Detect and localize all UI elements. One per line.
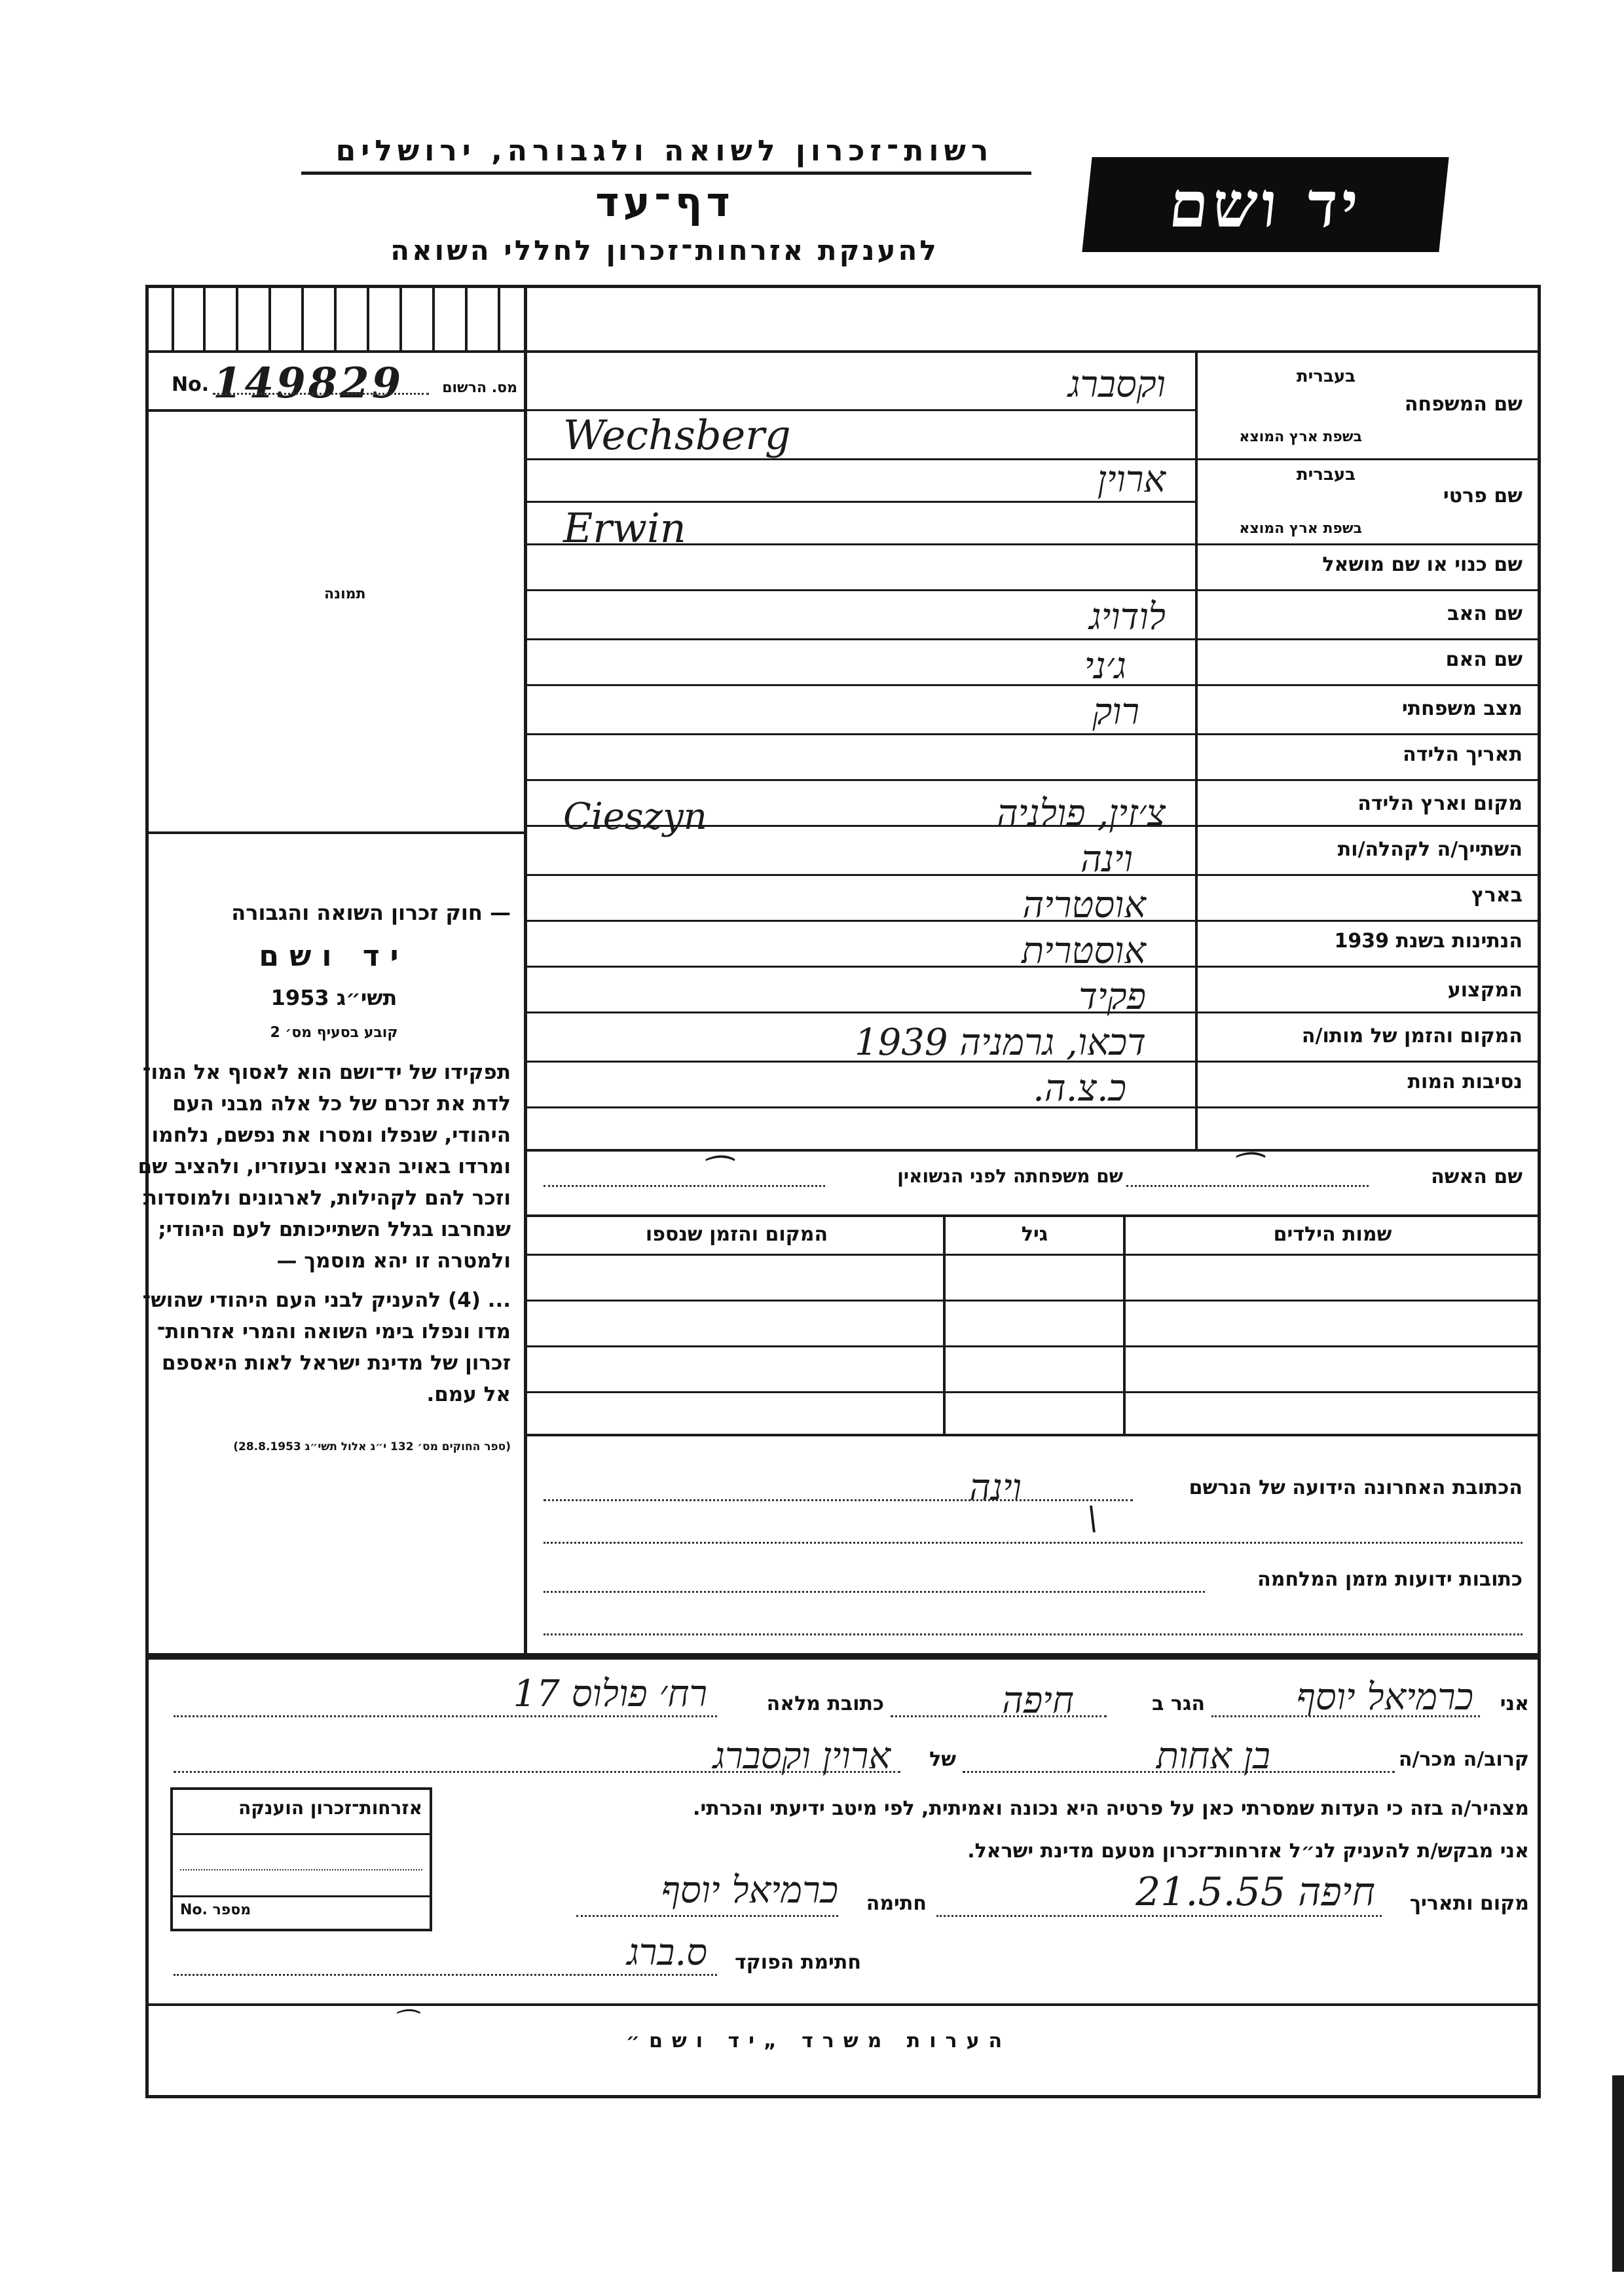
maiden-dash: ⁀ <box>701 1156 728 1194</box>
of-label: של <box>929 1748 956 1771</box>
community-label: השתייך/ה לקהלה/ות <box>1337 838 1522 861</box>
place-date-value[interactable]: חיפה 21.5.55 <box>1135 1869 1375 1915</box>
mother-value[interactable]: ג׳ני <box>1084 645 1126 687</box>
resides-label: הגר ב <box>1152 1692 1205 1715</box>
relation-label: קרוב/ה מכר/ה <box>1398 1748 1529 1771</box>
signature-dots <box>576 1915 838 1917</box>
grid-line <box>203 286 206 352</box>
spouse-label: שם האשה <box>1431 1165 1522 1188</box>
row-line <box>1195 920 1539 922</box>
marital-label: מצב משפחתי <box>1401 697 1522 720</box>
row-line <box>1195 1011 1539 1013</box>
family-origin-sub: בשפת ארץ המוצא <box>1239 429 1362 445</box>
logo-text: יד ושם <box>1165 168 1366 242</box>
birth-place-label: מקום וארץ הלידה <box>1357 792 1522 815</box>
first-name-origin-value[interactable]: Erwin <box>563 504 686 552</box>
officer-label: חתימת הפוקד <box>735 1951 861 1974</box>
relation-value[interactable]: בן אחות <box>1156 1735 1270 1777</box>
officer-value[interactable]: ס.ברג <box>627 1931 707 1974</box>
law-citation: (ספר החוקים מס׳ 132 י״ג אלול תשי״ג 28.8.1953) <box>233 1440 511 1453</box>
statement-2: אני מבקש/ת להעניק לנ״ל אזרחות־זכרון מטעם מדינת ישראל. <box>967 1840 1529 1863</box>
photo-area-bottom <box>147 831 525 834</box>
wartime-address-label: כתובות ידועות מזמן המלחמה <box>1257 1568 1522 1591</box>
law-year: תשי״ג 1953 <box>270 985 397 1010</box>
address-mark: \ <box>1087 1499 1098 1537</box>
notes-top <box>147 2003 1540 2006</box>
row-line <box>1195 966 1539 968</box>
place-date-dots <box>936 1915 1382 1917</box>
citizenship-box-number-label: No. מספר <box>180 1902 251 1918</box>
law-line: לדת את זכרם של כל אלה מבני העם <box>172 1092 511 1116</box>
value-line <box>527 1149 1541 1152</box>
last-address-dots <box>544 1499 1133 1501</box>
row-line <box>1195 1061 1539 1063</box>
law-clause4-line: זכרון של מדינת ישראל לאות היאספם <box>162 1351 511 1375</box>
officer-dots <box>174 1974 717 1976</box>
law-line: ולמטרה זו יהא מוסמך — <box>276 1249 511 1273</box>
city-value[interactable]: חיפה <box>1002 1679 1074 1722</box>
value-line <box>527 589 1195 591</box>
profession-value[interactable]: פקיד <box>1079 975 1146 1018</box>
family-name-label: שם המשפחה <box>1404 393 1522 416</box>
row-line <box>1195 733 1539 735</box>
registry-no-label: No. <box>172 373 210 396</box>
law-subtitle: יד ושם <box>259 939 409 973</box>
country-label: בארץ <box>1471 884 1522 907</box>
grid-line <box>432 286 435 352</box>
row-line <box>1195 543 1539 545</box>
law-line: תפקידו של יד־ושם הוא לאסוף אל המו־ <box>142 1061 511 1084</box>
citizenship-box-title: אזרחות־זכרון הוענקה <box>238 1797 422 1819</box>
death-circ-value[interactable]: כ.צ.ה. <box>1033 1067 1126 1110</box>
profession-label: המקצוע <box>1447 979 1522 1002</box>
death-circ-label: נסיבות המות <box>1407 1070 1522 1093</box>
value-line <box>527 733 1195 735</box>
statement-1: מצהיר/ה בזה כי העדות שמסרתי כאן על פרטיה היא נכונה ואמיתית, לפי מיטב ידיעתי והכרתי. <box>693 1797 1529 1820</box>
law-clause4-line: אל עמם. <box>426 1383 511 1406</box>
full-address-dots <box>174 1715 717 1717</box>
citizenship-box-line <box>172 1833 431 1835</box>
value-line <box>527 501 1195 503</box>
left-column-divider <box>524 286 527 1654</box>
binding-edge <box>1612 2075 1624 2272</box>
row-line <box>1195 1106 1539 1108</box>
row-line <box>1195 589 1539 591</box>
registry-row-bottom <box>147 409 525 412</box>
registry-number[interactable]: 149829 <box>213 359 404 408</box>
registry-heb-label: מס. הרשום <box>442 380 517 396</box>
death-place-label: המקום והזמן של מותו/ה <box>1301 1025 1522 1048</box>
grid-line <box>236 286 238 352</box>
ani-label: אני <box>1500 1692 1529 1715</box>
table-top <box>527 1214 1541 1217</box>
header-authority: רשות־זכרון לשואה ולגבורה, ירושלים <box>335 134 994 168</box>
father-value[interactable]: לודויג <box>1089 596 1166 638</box>
mother-label: שם האם <box>1445 648 1522 671</box>
law-line: וזכר להם לקהילות, לארגונים ולמוסדות <box>143 1186 511 1210</box>
address-dots-2 <box>544 1542 1522 1544</box>
row-line <box>1195 458 1539 460</box>
place-date-label: מקום ותאריך <box>1409 1892 1529 1915</box>
grid-line <box>465 286 468 352</box>
of-value[interactable]: ארוין וקסברג <box>712 1735 891 1777</box>
table-col-line <box>943 1214 946 1434</box>
full-address-label: כתובת מלאה <box>766 1692 884 1715</box>
signature-value[interactable]: כרמיאל יוסף <box>661 1869 838 1912</box>
nickname-label: שם כנוי או שם מושאל <box>1322 553 1522 576</box>
registry-dots <box>213 393 429 395</box>
signature-label: חתימה <box>866 1892 927 1915</box>
father-label: שם האב <box>1447 602 1522 625</box>
table-row-line <box>527 1300 1541 1302</box>
spouse-maiden-label: שם משפחתה לפני הנשואין <box>897 1165 1123 1187</box>
citizenship-label: הנתינות בשנת 1939 <box>1334 930 1522 953</box>
row-line <box>1195 684 1539 686</box>
grid-line <box>367 286 369 352</box>
citizenship-value[interactable]: אוסטרית <box>1022 930 1146 972</box>
header-rule <box>301 172 1031 175</box>
marital-value[interactable]: רוק <box>1092 691 1139 733</box>
grid-line <box>301 286 304 352</box>
grid-line <box>172 286 174 352</box>
family-name-origin-value[interactable]: Wechsberg <box>563 411 791 459</box>
community-value[interactable]: וינה <box>1080 838 1133 881</box>
law-title: — חוק זכרון השואה והגבורה <box>231 900 511 925</box>
grid-line <box>334 286 337 352</box>
country-value[interactable]: אוסטריה <box>1022 884 1146 926</box>
family-hebrew-sub: בעברית <box>1296 367 1356 386</box>
value-line <box>527 779 1195 781</box>
table-row-line <box>527 1391 1541 1393</box>
first-name-hebrew-value[interactable]: ארוין <box>1097 458 1166 501</box>
children-names-header: שמות הילדים <box>1273 1223 1392 1246</box>
row-line <box>1195 779 1539 781</box>
value-line <box>527 638 1195 640</box>
birth-place-hebrew-value[interactable]: צ׳זין, פולניה <box>996 792 1166 835</box>
photo-label: תמונה <box>324 586 366 602</box>
first-hebrew-sub: בעברית <box>1296 465 1356 484</box>
full-address-value[interactable]: רח׳ פולוס 17 <box>513 1673 707 1715</box>
header-purpose: להענקת אזרחות־זכרון לחללי השואה <box>390 234 939 266</box>
first-name-label: שם פרטי <box>1443 484 1522 507</box>
birth-place-latin-value[interactable]: Cieszyn <box>563 795 707 838</box>
death-place-value[interactable]: דכאו, גרמניה 1939 <box>854 1021 1146 1064</box>
law-line: ומרדו באויב הנאצי ובעוזריו, ולהציב שם <box>138 1155 511 1178</box>
spouse-dash: ⁀ <box>1231 1152 1258 1190</box>
notes-label: הערות משרד „יד ושם״ <box>625 2030 1012 2052</box>
maiden-dots <box>544 1185 825 1187</box>
grid-line <box>498 286 500 352</box>
notes-stroke: ⁀ <box>393 2010 415 2040</box>
grid-line <box>268 286 271 352</box>
family-name-hebrew-value[interactable]: וקסברג <box>1067 363 1166 406</box>
citizenship-box-dots <box>180 1869 422 1870</box>
law-clause: קובע בסעיף מס׳ 2 <box>270 1025 398 1041</box>
table-col-line <box>1123 1214 1126 1434</box>
row-line <box>1195 825 1539 827</box>
page-title: דף־עד <box>595 178 734 226</box>
row-line <box>1195 638 1539 640</box>
children-age-header: גיל <box>1021 1223 1048 1246</box>
citizenship-box-line <box>172 1895 431 1897</box>
law-line: היהודי, שנפלו ומסרו את נפשם, נלחמו <box>151 1123 511 1147</box>
last-address-label: הכתובת האחרונה הידועה של הנרשם <box>1189 1476 1522 1499</box>
law-clause4-line: ... (4) להעניק לבני העם היהודי שהוש־ <box>142 1288 511 1312</box>
declarant-value[interactable]: כרמיאל יוסף <box>1296 1676 1473 1719</box>
law-line: שנחרבו בגלל השתייכותם לעם היהודי; <box>158 1218 511 1241</box>
table-row-line <box>527 1345 1541 1347</box>
wartime-dots-2 <box>544 1633 1522 1635</box>
wartime-dots <box>544 1591 1205 1593</box>
table-header-bottom <box>527 1254 1541 1256</box>
law-clause4-line: מדו ונפלו בימי השואה והמרי אזרחות־ <box>157 1320 511 1343</box>
birth-date-label: תאריך הלידה <box>1403 743 1522 766</box>
children-place-header: המקום והזמן שנספו <box>645 1223 828 1246</box>
last-address-value[interactable]: וינה <box>969 1467 1022 1509</box>
table-row-line <box>527 1434 1541 1436</box>
first-origin-sub: בשפת ארץ המוצא <box>1239 520 1362 537</box>
label-column-divider <box>1195 352 1198 1150</box>
top-grid-bottom <box>147 350 1538 353</box>
row-line <box>1195 874 1539 876</box>
grid-line <box>399 286 402 352</box>
yad-vashem-logo <box>1082 157 1449 252</box>
